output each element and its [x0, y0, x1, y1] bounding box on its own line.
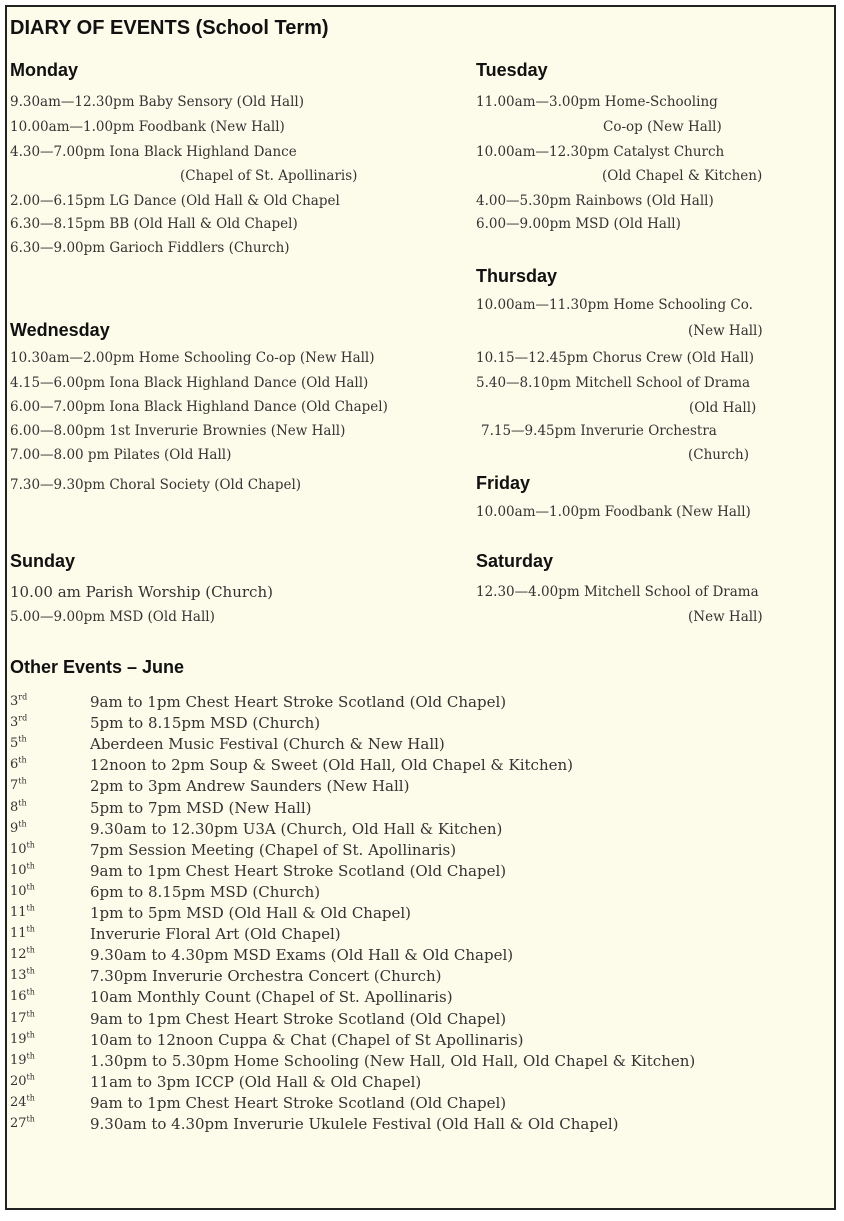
- event-date: [10, 1053, 35, 1068]
- wednesday-heading: Wednesday: [10, 320, 110, 340]
- event-text: Inverurie Floral Art (Old Chapel): [90, 925, 341, 943]
- event-date: [10, 863, 35, 878]
- event-day: 10: [10, 842, 27, 857]
- event-day-suffix: th: [26, 1051, 35, 1061]
- event-date: [10, 1032, 35, 1047]
- event-date: [10, 757, 27, 772]
- event-day: 17: [10, 1011, 27, 1026]
- sunday-heading: Sunday: [10, 551, 76, 571]
- event-day: 10: [10, 884, 27, 899]
- event-date: [10, 736, 27, 751]
- wednesday-line: 7.30—9.30pm Choral Society (Old Chapel): [10, 477, 302, 493]
- event-day: 11: [10, 926, 27, 941]
- saturday-heading: Saturday: [476, 551, 554, 571]
- event-day: 9: [10, 821, 19, 836]
- event-day: 11: [10, 905, 27, 920]
- monday-line: 10.00am—1.00pm Foodbank (New Hall): [10, 119, 285, 135]
- event-date: [10, 778, 27, 793]
- event-day: 8: [10, 800, 19, 815]
- event-text: 7.30pm Inverurie Orchestra Concert (Church): [90, 967, 442, 985]
- event-day-suffix: th: [26, 861, 35, 871]
- thursday-line: 10.15—12.45pm Chorus Crew (Old Hall): [476, 350, 754, 366]
- thursday-line: 5.40—8.10pm Mitchell School of Drama: [476, 375, 751, 391]
- wednesday-line: 6.00—7.00pm Iona Black Highland Dance (Old Chapel): [10, 399, 388, 415]
- event-day-suffix: th: [18, 734, 27, 744]
- event-date: [10, 1095, 35, 1110]
- event-day-suffix: rd: [18, 713, 28, 723]
- event-day: 3: [10, 715, 19, 730]
- event-date: [10, 968, 35, 983]
- event-day-suffix: th: [26, 1030, 35, 1040]
- event-date: [10, 989, 35, 1004]
- event-day-suffix: th: [26, 1009, 35, 1019]
- wednesday-line: 7.00—8.00 pm Pilates (Old Hall): [10, 447, 232, 463]
- wednesday-line: 6.00—8.00pm 1st Inverurie Brownies (New Hall): [10, 423, 346, 439]
- wednesday-line: 10.30am—2.00pm Home Schooling Co-op (New Hall): [10, 350, 375, 366]
- event-date: [10, 800, 27, 815]
- event-date: [10, 1011, 35, 1026]
- event-date: [10, 905, 35, 920]
- event-text: 5pm to 7pm MSD (New Hall): [90, 799, 312, 817]
- wednesday-line: 4.15—6.00pm Iona Black Highland Dance (Old Hall): [10, 375, 369, 391]
- event-text: 12noon to 2pm Soup & Sweet (Old Hall, Old Chapel & Kitchen): [90, 756, 573, 774]
- event-day-suffix: th: [26, 966, 35, 976]
- event-day-suffix: th: [18, 755, 27, 765]
- event-date: [10, 884, 35, 899]
- sunday-line: 10.00 am Parish Worship (Church): [10, 583, 273, 601]
- other-events-heading: Other Events – June: [10, 657, 185, 677]
- event-day-suffix: rd: [18, 692, 28, 702]
- event-text: 10am to 12noon Cuppa & Chat (Chapel of St Apollinaris): [90, 1031, 524, 1049]
- event-day: 19: [10, 1053, 27, 1068]
- friday-line: 10.00am—1.00pm Foodbank (New Hall): [476, 504, 751, 520]
- event-text: 7pm Session Meeting (Chapel of St. Apollinaris): [90, 841, 457, 859]
- event-day-suffix: th: [26, 903, 35, 913]
- event-day-suffix: th: [26, 882, 35, 892]
- thursday-line: 7.15—9.45pm Inverurie Orchestra: [481, 423, 717, 439]
- event-text: 9am to 1pm Chest Heart Stroke Scotland (Old Chapel): [90, 693, 507, 711]
- event-day: 13: [10, 968, 27, 983]
- event-day-suffix: th: [26, 945, 35, 955]
- event-day: 12: [10, 947, 27, 962]
- event-date: [10, 926, 35, 941]
- event-text: 9.30am to 4.30pm MSD Exams (Old Hall & Old Chapel): [90, 946, 514, 964]
- event-day-suffix: th: [26, 924, 35, 934]
- event-day: 3: [10, 694, 19, 709]
- event-date: [10, 715, 27, 730]
- event-date: [10, 694, 27, 709]
- event-day: 24: [10, 1095, 27, 1110]
- event-day-suffix: th: [26, 1114, 35, 1124]
- thursday-line: (New Hall): [688, 323, 763, 339]
- tuesday-line: 6.00—9.00pm MSD (Old Hall): [476, 216, 681, 232]
- event-day-suffix: th: [18, 819, 27, 829]
- monday-line: 2.00—6.15pm LG Dance (Old Hall & Old Chapel: [10, 193, 340, 209]
- event-text: 9.30am to 12.30pm U3A (Church, Old Hall & Kitchen): [90, 820, 503, 838]
- sunday-line: 5.00—9.00pm MSD (Old Hall): [10, 609, 215, 625]
- event-day: 20: [10, 1074, 27, 1089]
- monday-heading: Monday: [10, 60, 79, 80]
- event-date: [10, 842, 35, 857]
- monday-line: 9.30am—12.30pm Baby Sensory (Old Hall): [10, 94, 304, 110]
- event-text: 11am to 3pm ICCP (Old Hall & Old Chapel): [90, 1073, 422, 1091]
- event-day: 19: [10, 1032, 27, 1047]
- event-text: 9am to 1pm Chest Heart Stroke Scotland (Old Chapel): [90, 1010, 507, 1028]
- event-date: [10, 1116, 35, 1131]
- tuesday-heading: Tuesday: [476, 60, 548, 80]
- event-day-suffix: th: [26, 1093, 35, 1103]
- thursday-line: 10.00am—11.30pm Home Schooling Co.: [476, 297, 753, 313]
- event-day-suffix: th: [18, 776, 27, 786]
- event-date: [10, 821, 27, 836]
- event-day: 16: [10, 989, 27, 1004]
- event-day-suffix: th: [26, 987, 35, 997]
- event-day-suffix: th: [26, 840, 35, 850]
- tuesday-line: Co-op (New Hall): [603, 119, 722, 135]
- event-day: 10: [10, 863, 27, 878]
- event-day: 5: [10, 736, 19, 751]
- thursday-line: (Church): [688, 447, 749, 463]
- event-date: [10, 1074, 35, 1089]
- event-day-suffix: th: [18, 798, 27, 808]
- event-text: 1pm to 5pm MSD (Old Hall & Old Chapel): [90, 904, 412, 922]
- event-date: [10, 947, 35, 962]
- event-text: 2pm to 3pm Andrew Saunders (New Hall): [90, 777, 410, 795]
- friday-heading: Friday: [476, 473, 531, 493]
- saturday-line: (New Hall): [688, 609, 763, 625]
- page-title: DIARY OF EVENTS (School Term): [10, 17, 329, 39]
- event-text: 1.30pm to 5.30pm Home Schooling (New Hall, Old Hall, Old Chapel & Kitchen): [90, 1052, 696, 1070]
- event-text: 5pm to 8.15pm MSD (Church): [90, 714, 321, 732]
- tuesday-line: 4.00—5.30pm Rainbows (Old Hall): [476, 193, 714, 209]
- monday-line: 4.30—7.00pm Iona Black Highland Dance: [10, 144, 297, 160]
- event-text: 9am to 1pm Chest Heart Stroke Scotland (Old Chapel): [90, 1094, 507, 1112]
- event-day-suffix: th: [26, 1072, 35, 1082]
- monday-line: 6.30—9.00pm Garioch Fiddlers (Church): [10, 240, 290, 256]
- event-day: 6: [10, 757, 19, 772]
- event-day: 7: [10, 778, 19, 793]
- saturday-line: 12.30—4.00pm Mitchell School of Drama: [476, 584, 759, 600]
- thursday-line: (Old Hall): [689, 400, 757, 416]
- event-text: 9.30am to 4.30pm Inverurie Ukulele Festival (Old Hall & Old Chapel): [90, 1115, 619, 1133]
- event-text: 9am to 1pm Chest Heart Stroke Scotland (Old Chapel): [90, 862, 507, 880]
- event-text: Aberdeen Music Festival (Church & New Hall): [90, 735, 445, 753]
- event-day: 27: [10, 1116, 27, 1131]
- tuesday-line: (Old Chapel & Kitchen): [602, 168, 763, 184]
- event-text: 6pm to 8.15pm MSD (Church): [90, 883, 321, 901]
- monday-line: (Chapel of St. Apollinaris): [180, 168, 358, 184]
- monday-line: 6.30—8.15pm BB (Old Hall & Old Chapel): [10, 216, 298, 232]
- tuesday-line: 10.00am—12.30pm Catalyst Church: [476, 144, 725, 160]
- thursday-heading: Thursday: [476, 266, 558, 286]
- diary-frame: [5, 5, 836, 1210]
- event-text: 10am Monthly Count (Chapel of St. Apollinaris): [90, 988, 453, 1006]
- tuesday-line: 11.00am—3.00pm Home-Schooling: [476, 94, 718, 110]
